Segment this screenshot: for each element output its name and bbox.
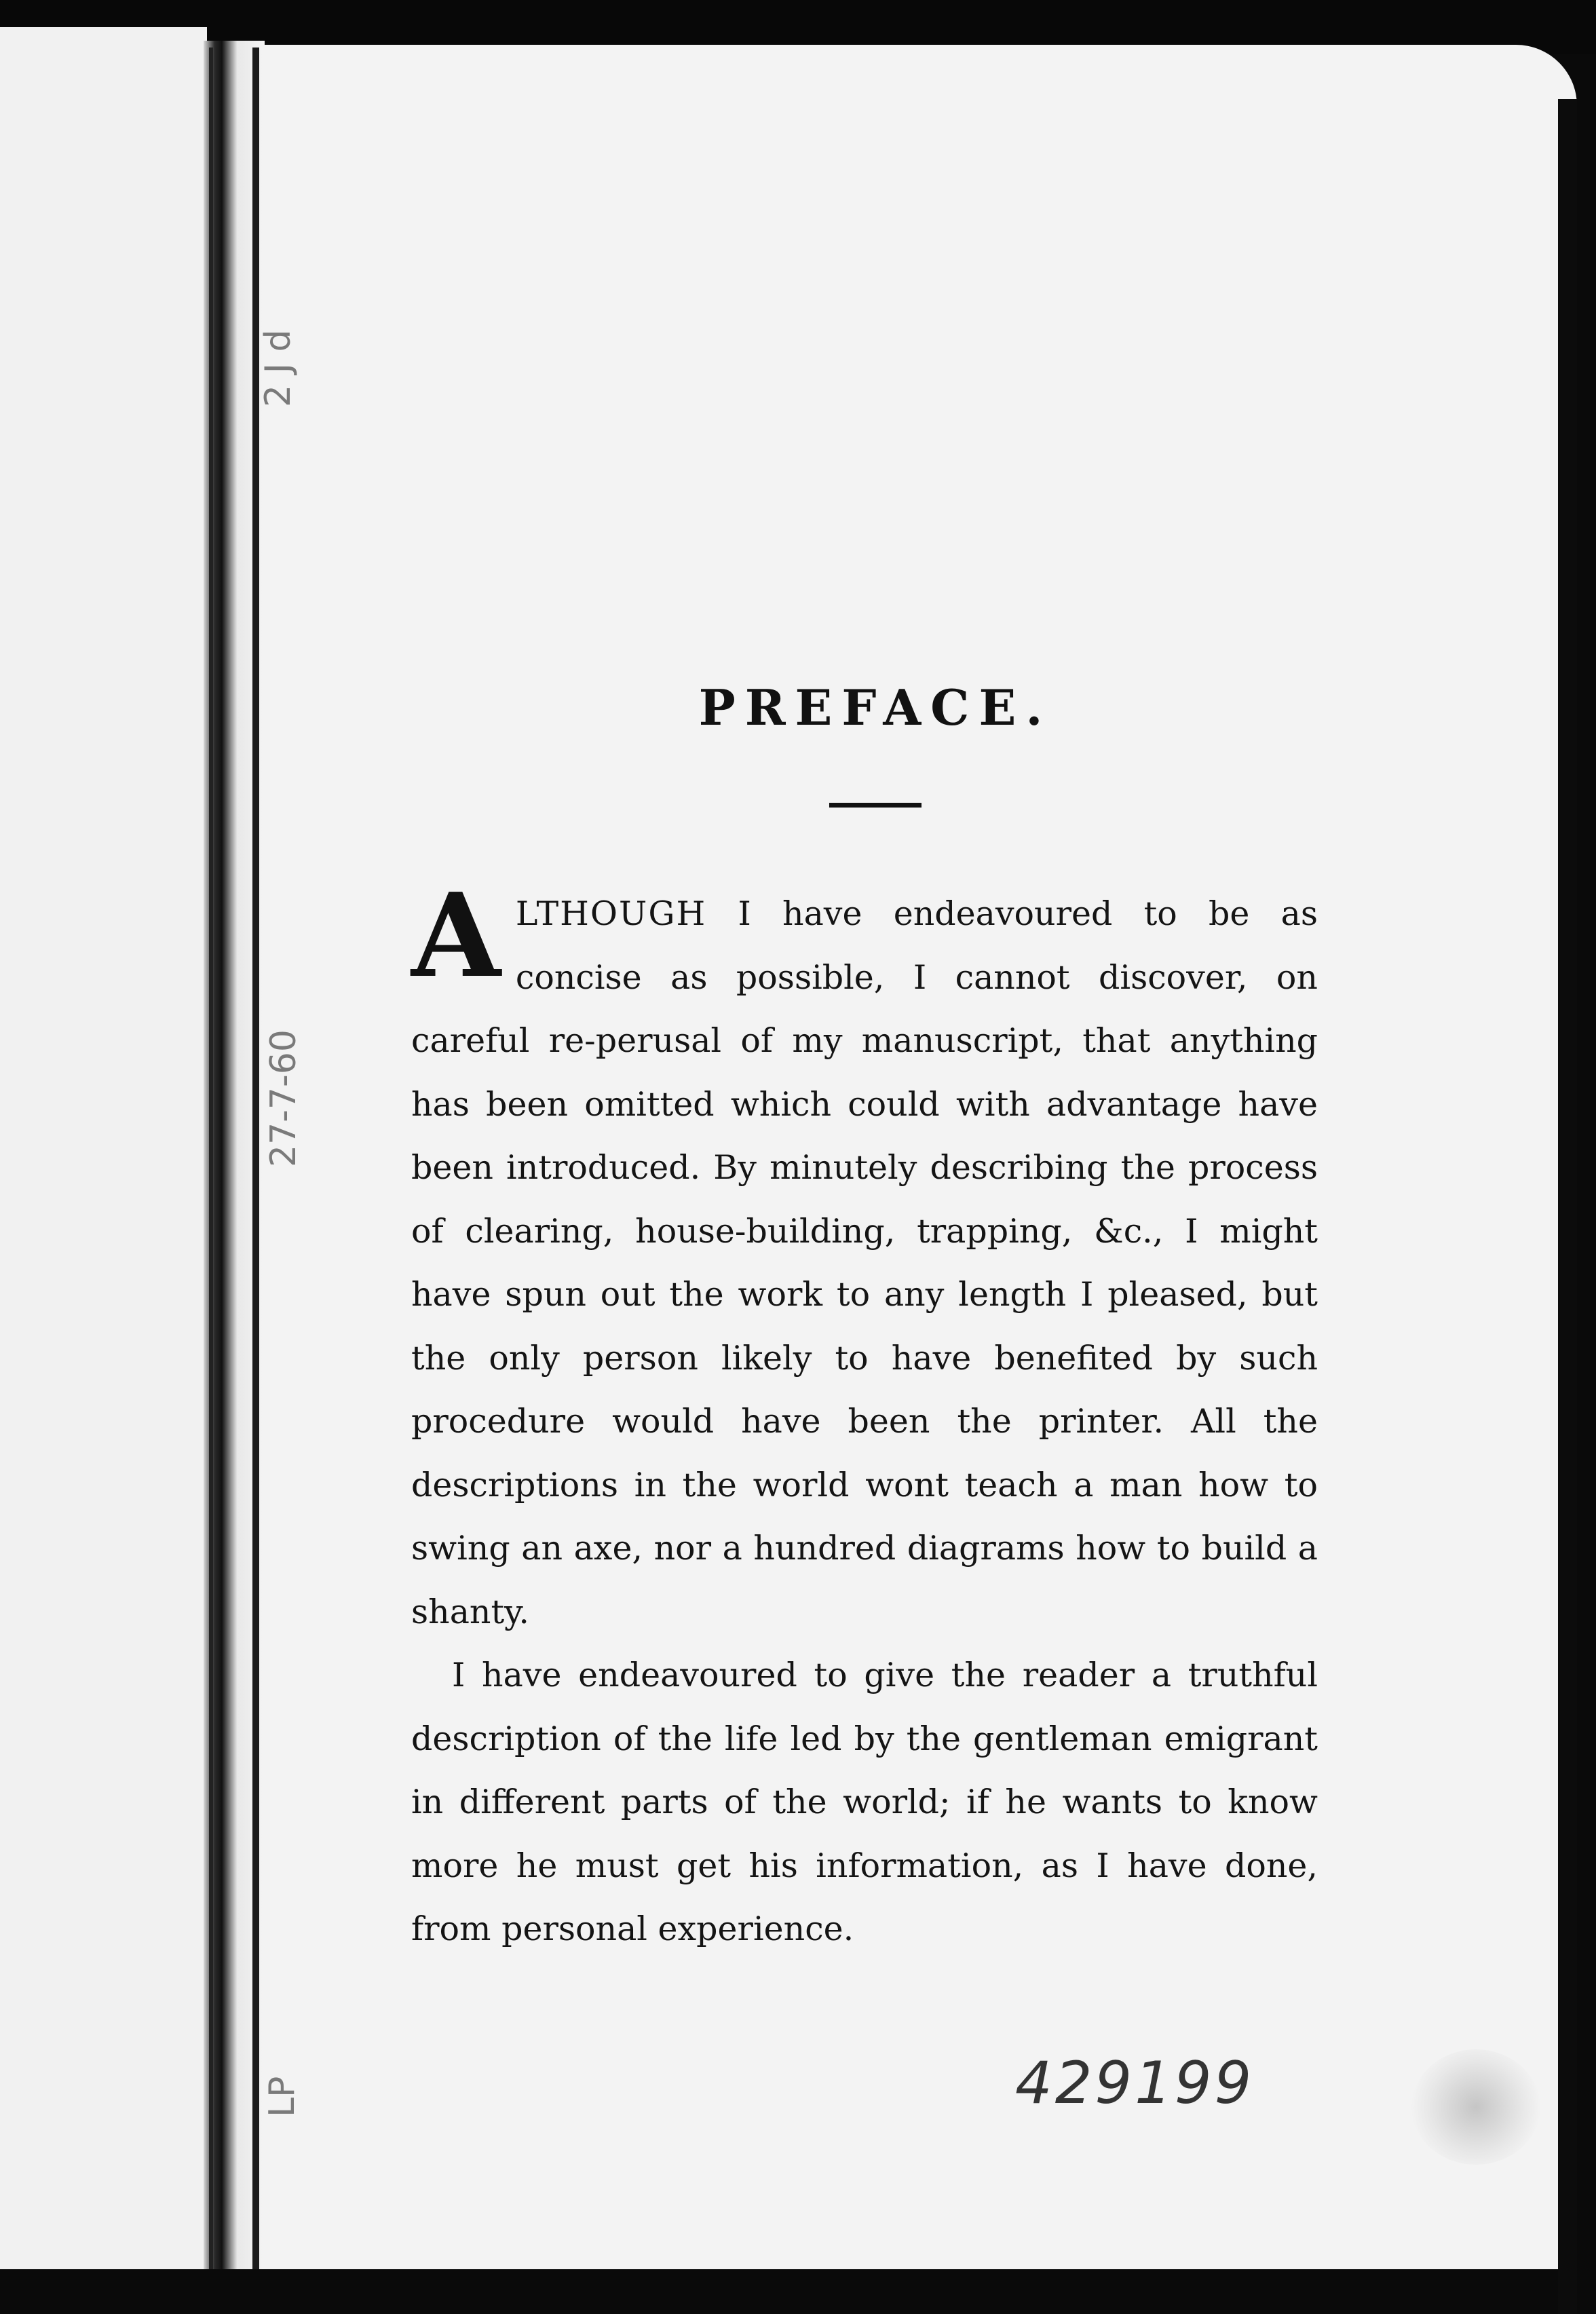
drop-cap: A [411,868,501,1004]
heading-rule [829,803,922,808]
paragraph-1-lead: LTHOUGH [515,894,707,933]
pencil-mark-top: 2 J d [258,329,299,407]
paragraph-1 [411,868,1318,1644]
page-edge-shadow [1558,99,1577,2314]
pencil-date-mark: 27-7-60 [263,1029,304,1167]
pencil-mark-bottom: LP [262,2076,303,2117]
accession-number: 429199 [1015,2049,1255,2117]
paper-stain [1411,2049,1540,2165]
preface-heading: PREFACE. [698,679,1052,736]
paragraph-2: I have endeavoured to give the reader a truthful description of the life led by the gentleman emigrant in different parts of the world; if he wants to know more he must get his information, as I have done, from personal experience. [411,1656,1318,1948]
facing-page-edge [0,27,207,2269]
paragraph-1-text: I have endeavoured to be as concise as possible, I cannot discover, on careful re-perusal of my manuscript, that anything has been omitted which could with advantage have been introduced. By minutely describing the process of clearing, house-building, trapping, &c., I might have spun out the work to any length I pleased, but the only person likely to have benefited by such procedure would have been the printer. All the descriptions in the world wont teach a man how to swing an axe, nor a hundred diagrams how to build a shanty. [411,894,1318,1631]
gutter-shadow-left [209,48,213,2269]
preface-body [411,868,1318,1961]
